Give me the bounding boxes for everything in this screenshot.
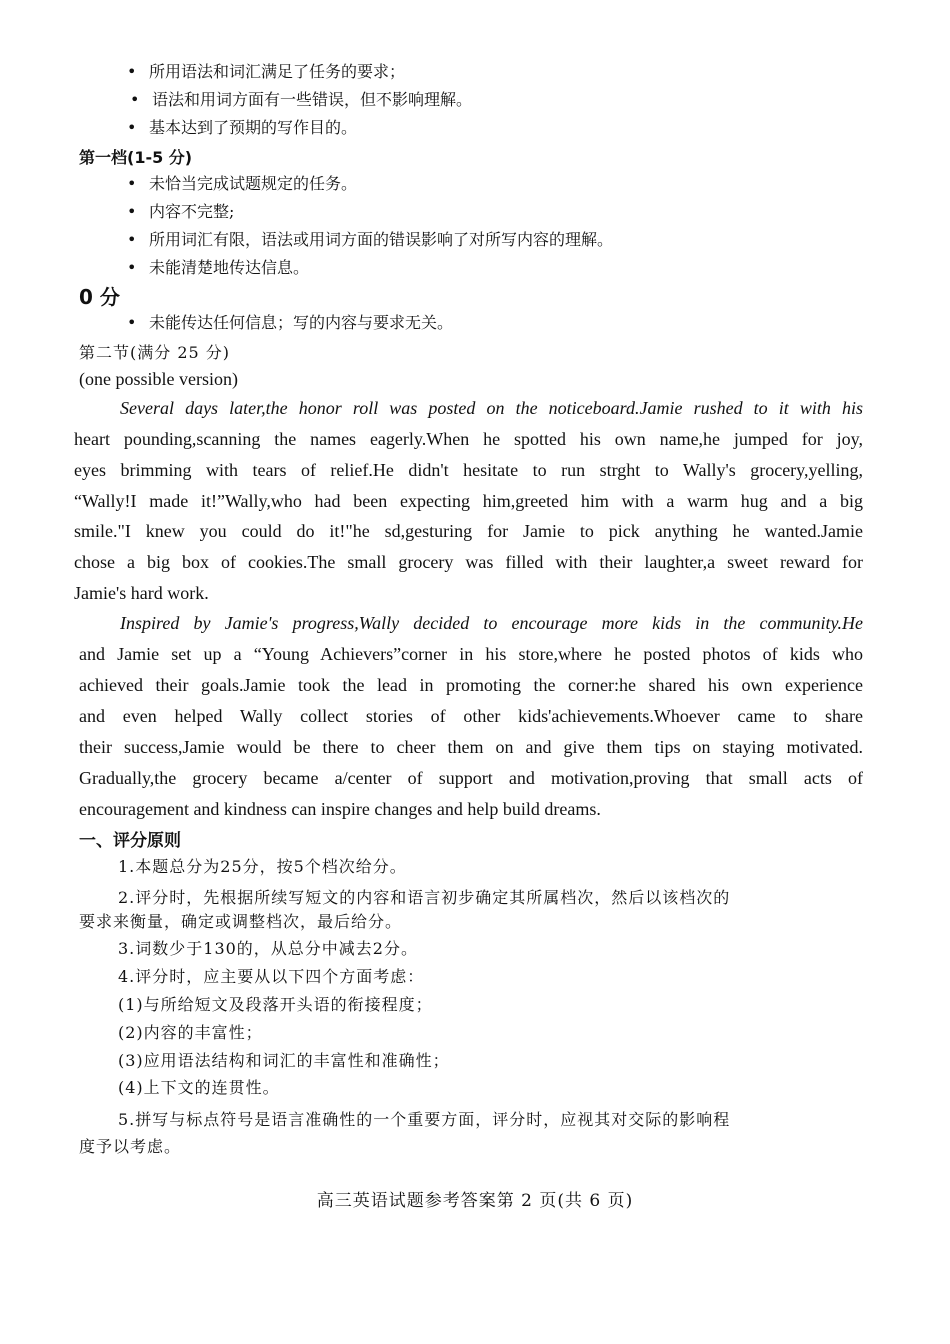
bullet-dot-icon: • xyxy=(127,258,137,277)
principle-item: (4)上下文的连贯性。 xyxy=(118,1078,280,1097)
bullet-dot-icon: • xyxy=(130,90,140,109)
essay-line: Jamie's hard work. xyxy=(74,583,209,603)
essay-line: “Wally!I made it!”Wally,who had been expecting him,greeted him with a warm hug and a big xyxy=(74,491,863,511)
essay-line: and even helped Wally collect stories of other kids'achievements.Whoever came to share xyxy=(79,706,863,726)
essay-line: Gradually,the grocery became a/center of support and motivation,proving that small acts of xyxy=(79,768,863,788)
criteria-bullet: • 未能清楚地传达信息。 xyxy=(127,258,310,277)
version-label: (one possible version) xyxy=(79,369,238,389)
criteria-bullet: • 未能传达任何信息；写的内容与要求无关。 xyxy=(127,313,454,332)
principle-item: 2.评分时，先根据所续写短文的内容和语言初步确定其所属档次，然后以该档次的 xyxy=(118,888,731,907)
criteria-bullet: • 所用语法和词汇满足了任务的要求； xyxy=(127,62,406,81)
principle-item: 4.评分时，应主要从以下四个方面考虑： xyxy=(118,967,425,986)
essay-line: chose a big box of cookies.The small grocery was filled with their laughter,a sweet reward for xyxy=(74,552,863,572)
principle-item: 5.拼写与标点符号是语言准确性的一个重要方面，评分时，应视其对交际的影响程 xyxy=(118,1110,731,1129)
principle-item: 3.词数少于130的，从总分中减去2分。 xyxy=(118,939,418,958)
essay-line: eyes brimming with tears of relief.He didn't hesitate to run strght to Wally's grocery,yelling, xyxy=(74,460,863,480)
essay-line: Several days later,the honor roll was posted on the noticeboard.Jamie rushed to it with his xyxy=(120,398,863,418)
section-title: 第二节(满分 25 分) xyxy=(79,343,231,362)
bullet-dot-icon: • xyxy=(127,230,137,249)
criteria-bullet: • 内容不完整; xyxy=(127,202,235,221)
principles-heading: 一、评分原则 xyxy=(79,831,181,851)
criteria-bullet: • 基本达到了预期的写作目的。 xyxy=(127,118,358,137)
criteria-bullet: • 未恰当完成试题规定的任务。 xyxy=(127,174,358,193)
essay-line: their success,Jamie would be there to cheer them on and give them tips on staying motivated. xyxy=(79,737,863,757)
principle-item: (3)应用语法结构和词汇的丰富性和准确性； xyxy=(118,1051,450,1070)
essay-line: achieved their goals.Jamie took the lead in promoting the corner:he shared his own experience xyxy=(79,675,863,695)
level1-heading: 第一档(1-5 分) xyxy=(79,148,193,167)
essay-line: Inspired by Jamie's progress,Wally decided to encourage more kids in the community.He xyxy=(120,613,863,633)
essay-line: and Jamie set up a “Young Achievers”corner in his store,where he posted photos of kids who xyxy=(79,644,863,664)
criteria-bullet: • 语法和用词方面有一些错误，但不影响理解。 xyxy=(130,90,473,109)
bullet-dot-icon: • xyxy=(127,118,137,137)
bullet-dot-icon: • xyxy=(127,174,137,193)
bullet-dot-icon: • xyxy=(127,313,137,332)
principle-item: 要求来衡量，确定或调整档次，最后给分。 xyxy=(79,912,403,931)
criteria-bullet: • 所用词汇有限，语法或用词方面的错误影响了对所写内容的理解。 xyxy=(127,230,614,249)
principle-item: 度予以考虑。 xyxy=(79,1137,182,1156)
principle-item: (2)内容的丰富性； xyxy=(118,1023,263,1042)
essay-line: smile."I knew you could do it!"he sd,gesturing for Jamie to pick anything he wanted.Jamie xyxy=(74,521,863,541)
principle-item: (1)与所给短文及段落开头语的衔接程度； xyxy=(118,995,433,1014)
bullet-dot-icon: • xyxy=(127,62,137,81)
bullet-dot-icon: • xyxy=(127,202,137,221)
essay-line: encouragement and kindness can inspire changes and help build dreams. xyxy=(79,799,601,819)
zero-heading: 0 分 xyxy=(79,285,120,309)
essay-line: heart pounding,scanning the names eagerly.When he spotted his own name,he jumped for joy, xyxy=(74,429,863,449)
page-footer: 高三英语试题参考答案第 2 页(共 6 页) xyxy=(316,1191,634,1211)
principle-item: 1.本题总分为25分，按5个档次给分。 xyxy=(118,857,407,876)
